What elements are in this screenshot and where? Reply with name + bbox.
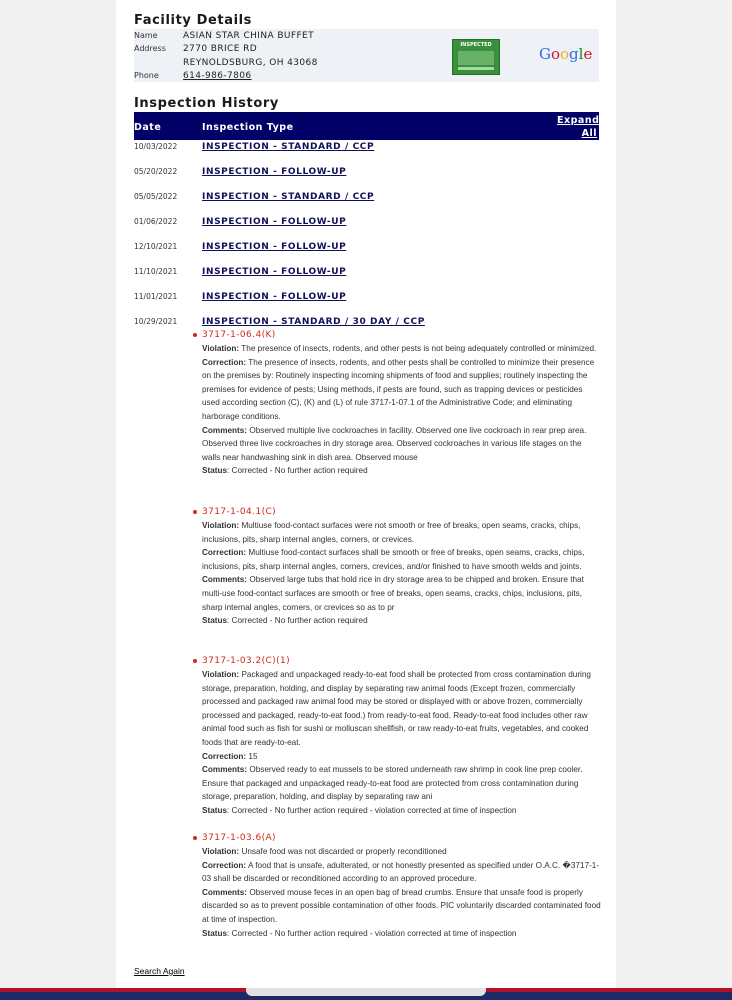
address-line1: 2770 BRICE RD xyxy=(183,44,258,54)
correction-text: Correction: 15 xyxy=(202,751,258,761)
row-date: 01/06/2022 xyxy=(134,217,178,226)
expand-all-line2: All xyxy=(581,128,597,139)
violation-item xyxy=(192,329,602,478)
comments-text: Comments: Observed ready to eat mussels to be stored underneath raw shrimp in cook line prep cooler. Ensure that packaged and unpackaged ready-to-eat food are protected from cross contamination during storage, preparation, holding, and display by separating raw ani xyxy=(202,765,583,802)
row-date: 05/05/2022 xyxy=(134,192,178,201)
bullet-icon xyxy=(193,836,197,840)
inspected-badge[interactable] xyxy=(452,39,500,75)
row-date: 10/03/2022 xyxy=(134,142,178,151)
inspected-badge-text: INSPECTED xyxy=(460,42,492,48)
inspection-link[interactable]: INSPECTION - FOLLOW-UP xyxy=(202,217,347,227)
inspection-link[interactable]: INSPECTION - FOLLOW-UP xyxy=(202,267,347,277)
history-table-header xyxy=(134,112,599,140)
inspection-link[interactable]: INSPECTION - FOLLOW-UP xyxy=(202,167,347,177)
row-date: 11/10/2021 xyxy=(134,267,178,276)
comments-text: Comments: Observed large tubs that hold rice in dry storage area to be chipped and broken. Ensure that multi-use food-contact surfaces are smooth or free of breaks, open seams, cracks, chips, inclusions, pits, sharp internal angles, corners, or crevices so as to pr xyxy=(202,575,584,612)
address-label: Address xyxy=(134,44,166,53)
facility-details-panel xyxy=(134,29,599,82)
search-again-link[interactable]: Search Again xyxy=(134,966,185,976)
bullet-icon xyxy=(193,333,197,337)
violation-item xyxy=(192,655,602,818)
status-text: Status: Corrected - No further action required xyxy=(202,466,368,476)
facility-details-title: Facility Details xyxy=(134,13,253,28)
row-date: 11/01/2021 xyxy=(134,292,178,301)
inspection-link[interactable]: INSPECTION - FOLLOW-UP xyxy=(202,292,347,302)
row-date: 05/20/2022 xyxy=(134,167,178,176)
bullet-icon xyxy=(193,510,197,514)
inspection-link[interactable]: INSPECTION - STANDARD / CCP xyxy=(202,192,375,202)
correction-text: Correction: Multiuse food-contact surfaces shall be smooth or free of breaks, open seams, cracks, chips, inclusions, pits, sharp internal angles, corners, crevices, and/or finished to have smooth welds and joints. xyxy=(202,548,585,571)
status-text: Status: Corrected - No further action required - violation corrected at time of inspection xyxy=(202,805,517,815)
google-logo[interactable]: Google xyxy=(539,45,593,63)
row-date: 12/10/2021 xyxy=(134,242,178,251)
violation-code: 3717-1-06.4(K) xyxy=(202,329,602,342)
phone-label: Phone xyxy=(134,71,159,80)
comments-text: Comments: Observed multiple live cockroaches in facility. Observed one live cockroach in rear prep area. Observed three live cockroaches in dry storage area. Observed cockroaches in various life stages on the walls near handwashing sink in dish area. Observed mouse xyxy=(202,425,587,462)
inspection-link[interactable]: INSPECTION - STANDARD / 30 DAY / CCP xyxy=(202,317,425,327)
correction-text: Correction: A food that is unsafe, adulterated, or not honestly presented as specified under O.A.C. �3717-1-03 shall be discarded or reconditioned according to an approved procedure. xyxy=(202,860,600,884)
expand-all-link[interactable] xyxy=(557,114,600,140)
violation-text: Violation: Multiuse food-contact surfaces were not smooth or free of breaks, open seams, cracks, chips, inclusions, pits, sharp internal angles, corners, or crevices. xyxy=(202,521,581,544)
violation-item xyxy=(192,506,602,628)
badge-panel-icon xyxy=(458,51,494,65)
facility-name: ASIAN STAR CHINA BUFFET xyxy=(183,31,315,41)
bullet-icon xyxy=(193,659,197,663)
expand-all-line1: Expand xyxy=(557,115,600,126)
violation-item xyxy=(192,832,602,940)
comments-text: Comments: Observed mouse feces in an open bag of bread crumbs. Ensure that unsafe food is properly discarded so as to prevent possible contamination of other foods. PIC voluntarily discarded contaminated food at time of inspection. xyxy=(202,887,601,924)
correction-text: Correction: The presence of insects, rodents, and other pests shall be controlled to minimize their presence on the premises by: Routinely inspecting incoming shipments of food and supplies; routinely inspecting the premises for evidence of pests; Using methods, if pests are found, such as trapping devices or pesticides used according section (C), (K) and (L) of rule 3717-1-07.1 of the Administrative Code; and eliminating harborage conditions. xyxy=(202,357,595,421)
inspection-history-title: Inspection History xyxy=(134,96,279,111)
badge-stripe-icon xyxy=(458,67,494,70)
phone-link[interactable]: 614-986-7806 xyxy=(183,71,252,81)
violation-code: 3717-1-03.6(A) xyxy=(202,832,602,845)
address-line2: REYNOLDSBURG, OH 43068 xyxy=(183,58,318,68)
status-text: Status: Corrected - No further action required - violation corrected at time of inspection xyxy=(202,928,517,938)
violation-text: Violation: Unsafe food was not discarded or properly reconditioned xyxy=(202,847,447,856)
col-type-header: Inspection Type xyxy=(202,122,294,133)
violation-code: 3717-1-04.1(C) xyxy=(202,506,602,519)
row-date: 10/29/2021 xyxy=(134,317,178,326)
violation-code: 3717-1-03.2(C)(1) xyxy=(202,655,602,668)
bottom-tab xyxy=(246,988,486,996)
status-text: Status: Corrected - No further action required xyxy=(202,616,368,626)
name-label: Name xyxy=(134,31,158,40)
bottom-banner xyxy=(0,988,732,1000)
inspection-link[interactable]: INSPECTION - STANDARD / CCP xyxy=(202,142,375,152)
violation-text: Violation: Packaged and unpackaged ready-to-eat food shall be protected from cross contamination during storage, preparation, holding, and display by separating raw animal foods (Except frozen, commercially processed and packaged raw animal food may be stored or displayed with or above frozen, commercially processed and packaged, ready-to-eat food.) from ready-to-eat food. Ready-to-eat food includes other raw animal food such as fish for sushi or molluscan shellfish, or raw ready-to-eat fruits, vegetables, and cooked foods that are ready-to-eat. xyxy=(202,670,591,747)
col-date-header: Date xyxy=(134,122,162,133)
violation-text: Violation: The presence of insects, rodents, and other pests is not being adequately controlled or minimized. xyxy=(202,344,597,353)
inspection-link[interactable]: INSPECTION - FOLLOW-UP xyxy=(202,242,347,252)
